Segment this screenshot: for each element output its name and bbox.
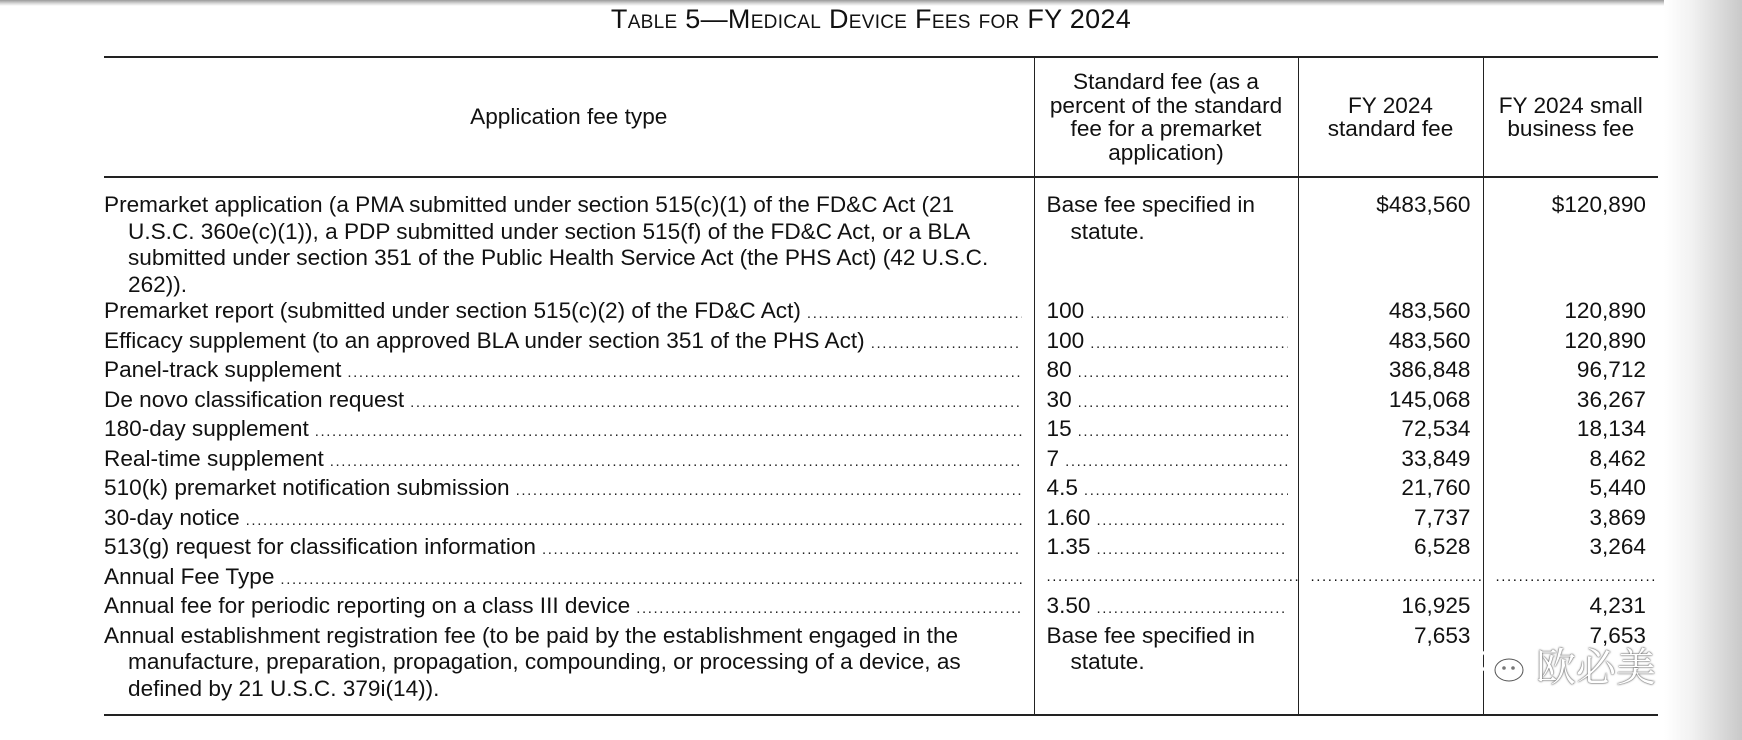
cell-standard-percent bbox=[1034, 564, 1298, 594]
cell-standard-percent: 80 ..... bbox=[1034, 357, 1298, 387]
cell-fee-type: Annual fee for periodic reporting on a class III device ..... bbox=[104, 593, 1034, 623]
cell-fee-type: Annual Fee Type ..... bbox=[104, 564, 1034, 594]
cell-fee-type: Real-time supplement ..... bbox=[104, 446, 1034, 476]
cell-standard-percent: 30 ..... bbox=[1034, 387, 1298, 417]
cell-fy2024-small-business-fee: 4,231 bbox=[1483, 593, 1658, 623]
cell-fee-type: Efficacy supplement (to an approved BLA under section 351 of the PHS Act) ..... bbox=[104, 328, 1034, 358]
cell-fy2024-small-business-fee: 96,712 bbox=[1483, 357, 1658, 387]
table-row bbox=[104, 505, 1658, 535]
cell-fy2024-standard-fee: 483,560 bbox=[1298, 298, 1483, 328]
cell-fy2024-standard-fee: $483,560 bbox=[1298, 177, 1483, 298]
header-standard-fee-percent: Standard fee (as a percent of the standard fee for a premarket application) bbox=[1034, 57, 1298, 177]
cell-fy2024-small-business-fee bbox=[1483, 564, 1658, 594]
cell-fee-type: Premarket application (a PMA submitted under section 515(c)(1) of the FD&C Act (21 U.S.C. 360e(c)(1)), a PDP submitted under section 515(f) of the FD&C Act, or a BLA submitted under section 351 of the Public Health Service Act (the PHS Act) (42 U.S.C. 262)). bbox=[104, 192, 989, 297]
cell-standard-percent: Base fee specified in statute. bbox=[1034, 623, 1298, 716]
cell-fee-type: Panel-track supplement ..... bbox=[104, 357, 1034, 387]
page-edge-shadow bbox=[1664, 0, 1742, 740]
cell-fy2024-standard-fee: 7,737 bbox=[1298, 505, 1483, 535]
cell-fy2024-standard-fee: 483,560 bbox=[1298, 328, 1483, 358]
cell-fee-type: 180-day supplement ..... bbox=[104, 416, 1034, 446]
header-fy2024-standard-fee: FY 2024 standard fee bbox=[1298, 57, 1483, 177]
cell-fee-type: Premarket report (submitted under section 515(c)(2) of the FD&C Act) ..... bbox=[104, 298, 1034, 328]
cell-standard-percent: 7 ..... bbox=[1034, 446, 1298, 476]
cell-fee-type: 30-day notice ..... bbox=[104, 505, 1034, 535]
header-fy2024-small-business-fee: FY 2024 small business fee bbox=[1483, 57, 1658, 177]
header-application-fee-type: Application fee type bbox=[470, 104, 668, 130]
cell-fee-type: De novo classification request ..... bbox=[104, 387, 1034, 417]
cell-fy2024-small-business-fee: 120,890 bbox=[1483, 298, 1658, 328]
cell-fy2024-standard-fee bbox=[1298, 564, 1483, 594]
watermark-text: 欧必美 bbox=[1536, 645, 1656, 691]
cell-fy2024-small-business-fee: 8,462 bbox=[1483, 446, 1658, 476]
table-row bbox=[104, 298, 1658, 328]
cell-fee-type: 513(g) request for classification information ..... bbox=[104, 534, 1034, 564]
cell-fy2024-standard-fee: 33,849 bbox=[1298, 446, 1483, 476]
cell-fy2024-small-business-fee: 120,890 bbox=[1483, 328, 1658, 358]
table-title: Table 5—Medical Device Fees for FY 2024 bbox=[610, 4, 1132, 34]
cell-standard-percent: 100 ..... bbox=[1034, 328, 1298, 358]
table-row bbox=[104, 475, 1658, 505]
cell-fy2024-small-business-fee: 5,440 bbox=[1483, 475, 1658, 505]
cell-fy2024-small-business-fee: 36,267 bbox=[1483, 387, 1658, 417]
cell-fee-type: 510(k) premarket notification submission ..... bbox=[104, 475, 1034, 505]
cell-fy2024-standard-fee: 72,534 bbox=[1298, 416, 1483, 446]
table-row bbox=[104, 593, 1658, 623]
cell-standard-percent: Base fee specified in statute. bbox=[1034, 177, 1298, 298]
table-row bbox=[104, 328, 1658, 358]
cell-fy2024-standard-fee: 6,528 bbox=[1298, 534, 1483, 564]
cell-fy2024-standard-fee: 145,068 bbox=[1298, 387, 1483, 417]
wechat-icon bbox=[1478, 645, 1526, 685]
cell-fy2024-small-business-fee: 3,264 bbox=[1483, 534, 1658, 564]
cell-standard-percent: 1.60 ..... bbox=[1034, 505, 1298, 535]
table-row bbox=[104, 446, 1658, 476]
fees-table bbox=[104, 56, 1658, 716]
cell-standard-percent: 3.50 ..... bbox=[1034, 593, 1298, 623]
cell-standard-percent: 1.35 ..... bbox=[1034, 534, 1298, 564]
watermark bbox=[1478, 636, 1656, 693]
table-row bbox=[104, 387, 1658, 417]
cell-standard-percent: 15 ..... bbox=[1034, 416, 1298, 446]
table-row bbox=[104, 564, 1658, 594]
table-row bbox=[104, 623, 1658, 716]
cell-fy2024-standard-fee: 386,848 bbox=[1298, 357, 1483, 387]
cell-standard-percent: 100 ..... bbox=[1034, 298, 1298, 328]
cell-fy2024-standard-fee: 7,653 bbox=[1298, 623, 1483, 716]
table-row bbox=[104, 416, 1658, 446]
cell-fee-type: Annual establishment registration fee (to be paid by the establishment engaged in the manufacture, preparation, propagation, compounding, or processing of a device, as defined by 21 U.S.C. 379i(14)). bbox=[104, 622, 961, 701]
cell-fy2024-small-business-fee: 18,134 bbox=[1483, 416, 1658, 446]
cell-fy2024-standard-fee: 16,925 bbox=[1298, 593, 1483, 623]
cell-fy2024-small-business-fee: 7,653 bbox=[1483, 623, 1658, 716]
table-row bbox=[104, 177, 1658, 298]
table-header-row bbox=[104, 57, 1658, 177]
table-row bbox=[104, 357, 1658, 387]
table-row bbox=[104, 534, 1658, 564]
cell-fy2024-small-business-fee: $120,890 bbox=[1483, 177, 1658, 298]
cell-fy2024-standard-fee: 21,760 bbox=[1298, 475, 1483, 505]
cell-standard-percent: 4.5 ..... bbox=[1034, 475, 1298, 505]
cell-fy2024-small-business-fee: 3,869 bbox=[1483, 505, 1658, 535]
